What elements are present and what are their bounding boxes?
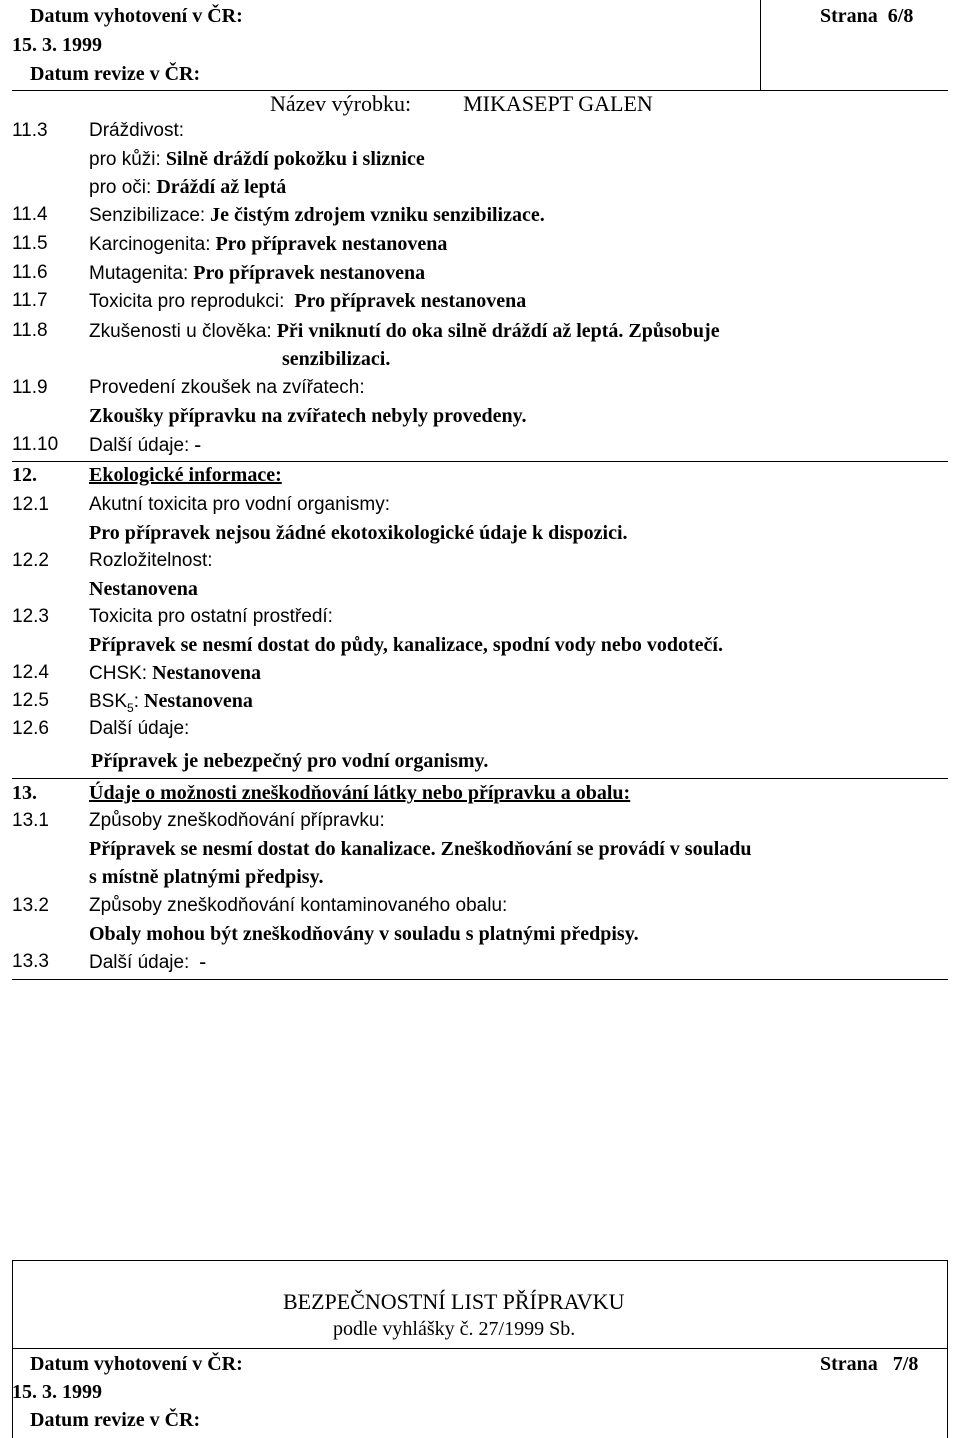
reproductive-toxicity-line	[89, 290, 526, 313]
page-value: 7/8	[892, 1353, 919, 1375]
reproductive-toxicity-value: Pro přípravek nestanovena	[294, 290, 527, 312]
bod-colon: :	[133, 691, 139, 712]
section-number: 11.8	[12, 320, 48, 341]
section-number: 12.1	[12, 494, 49, 515]
eye-label: pro oči:	[89, 177, 152, 198]
page-label: Strana	[820, 1353, 878, 1375]
human-experience-label: Zkušenosti u člověka:	[89, 321, 272, 342]
page-value: 6/8	[887, 5, 914, 27]
cod-label: CHSK:	[89, 663, 148, 684]
carcinogenicity-line	[89, 233, 447, 256]
page2-frame-left	[12, 1260, 13, 1438]
bod-line	[89, 690, 253, 715]
other-data-label: Další údaje:	[89, 718, 190, 739]
sensitization-line	[89, 204, 545, 227]
section-label: Dráždivost:	[89, 120, 185, 141]
section-number: 12.3	[12, 606, 49, 627]
mutagenicity-label: Mutagenita:	[89, 263, 189, 284]
page2-frame-right	[947, 1260, 948, 1438]
bod-value: Nestanovena	[144, 690, 253, 712]
eye-value: Dráždí až leptá	[156, 176, 287, 198]
carcinogenicity-value: Pro přípravek nestanovena	[215, 233, 448, 255]
creation-date-label: Datum vyhotovení v ČR:	[30, 5, 243, 27]
section-13-title: Údaje o možnosti zneškodňování látky nebo přípravku a obalu:	[89, 782, 631, 804]
other-data-line	[89, 434, 201, 457]
environment-toxicity-label: Toxicita pro ostatní prostředí:	[89, 606, 333, 627]
page2-frame-top	[12, 1260, 948, 1261]
packaging-disposal-label: Způsoby zneškodňování kontaminovaného obalu:	[89, 895, 508, 916]
section-number: 11.7	[12, 290, 48, 311]
reproductive-toxicity-label: Toxicita pro reprodukci:	[89, 291, 285, 312]
skin-irritation-line	[89, 148, 425, 171]
degradability-label: Rozložitelnost:	[89, 550, 213, 571]
eye-irritation-line	[89, 176, 286, 199]
animal-testing-value: Zkoušky přípravku na zvířatech nebyly provedeny.	[89, 405, 527, 427]
other-data-value: -	[194, 434, 202, 456]
section-number: 11.9	[12, 377, 48, 398]
section-number: 12.2	[12, 550, 49, 571]
product-name: MIKASEPT GALEN	[463, 91, 653, 116]
section-number: 12.6	[12, 718, 49, 739]
creation-date-value: 15. 3. 1999	[12, 34, 102, 56]
mutagenicity-line	[89, 262, 425, 285]
section-number: 11.3	[12, 120, 48, 141]
document-title: BEZPEČNOSTNÍ LIST PŘÍPRAVKU	[283, 1289, 625, 1314]
document-subtitle: podle vyhlášky č. 27/1999 Sb.	[333, 1318, 576, 1340]
aquatic-toxicity-label: Akutní toxicita pro vodní organismy:	[89, 494, 390, 515]
product-name-line	[270, 91, 653, 117]
bod-label: BSK	[89, 691, 128, 712]
sensitization-value: Je čistým zdrojem vzniku senzibilizace.	[210, 204, 545, 226]
sensitization-label: Senzibilizace:	[89, 205, 206, 226]
section-number: 13.1	[12, 810, 49, 831]
page-number	[820, 1353, 918, 1376]
skin-value: Silně dráždí pokožku i sliznice	[165, 148, 425, 170]
degradability-value: Nestanovena	[89, 578, 198, 600]
other-data-line	[89, 951, 206, 974]
section-number: 11.6	[12, 262, 48, 283]
animal-testing-label: Provedení zkoušek na zvířatech:	[89, 377, 365, 398]
environment-toxicity-value: Přípravek se nesmí dostat do půdy, kanalizace, spodní vody nebo vodotečí.	[89, 634, 723, 656]
other-data-value: Přípravek je nebezpečný pro vodní organismy.	[91, 750, 489, 772]
section-number: 13.3	[12, 951, 49, 972]
mutagenicity-value: Pro přípravek nestanovena	[193, 262, 426, 284]
product-disposal-label: Způsoby zneškodňování přípravku:	[89, 810, 385, 831]
section-divider	[12, 778, 948, 779]
product-label: Název výrobku:	[270, 91, 412, 116]
page2-header-divider	[12, 1348, 948, 1349]
cod-line	[89, 662, 261, 685]
human-experience-value: Při vniknutí do oka silně dráždí až leptá. Způsobuje	[276, 320, 720, 342]
other-data-label: Další údaje:	[89, 435, 190, 456]
page-label: Strana	[820, 5, 878, 27]
section-12-number: 12.	[12, 464, 37, 486]
section-number: 11.4	[12, 204, 48, 225]
packaging-disposal-value: Obaly mohou být zneškodňovány v souladu s platnými předpisy.	[89, 923, 639, 945]
other-data-value: -	[199, 951, 207, 973]
product-disposal-value-continued: s místně platnými předpisy.	[89, 866, 324, 888]
revision-date-label: Datum revize v ČR:	[30, 63, 201, 85]
carcinogenicity-label: Karcinogenita:	[89, 234, 211, 255]
page-number	[820, 5, 913, 28]
revision-date-label: Datum revize v ČR:	[30, 1409, 201, 1431]
page-bottom-rule	[12, 979, 948, 980]
section-number: 11.5	[12, 233, 48, 254]
product-disposal-value: Přípravek se nesmí dostat do kanalizace. Zneškodňování se provádí v souladu	[89, 838, 752, 860]
section-number: 12.5	[12, 690, 49, 711]
section-13-number: 13.	[12, 782, 37, 804]
section-number: 11.10	[12, 434, 59, 455]
creation-date-label: Datum vyhotovení v ČR:	[30, 1353, 243, 1375]
human-experience-value-continued: senzibilizaci.	[282, 348, 391, 370]
section-12-title: Ekologické informace:	[89, 464, 282, 486]
other-data-label: Další údaje:	[89, 952, 190, 973]
section-number: 12.4	[12, 662, 49, 683]
cod-value: Nestanovena	[152, 662, 261, 684]
section-divider	[12, 461, 948, 462]
bod-subscript: 5	[127, 701, 134, 715]
skin-label: pro kůži:	[89, 149, 161, 170]
section-number: 13.2	[12, 895, 49, 916]
human-experience-line	[89, 320, 720, 343]
creation-date-value: 15. 3. 1999	[12, 1381, 102, 1403]
header-divider-vertical	[760, 0, 761, 90]
aquatic-toxicity-value: Pro přípravek nejsou žádné ekotoxikologické údaje k dispozici.	[89, 522, 628, 544]
